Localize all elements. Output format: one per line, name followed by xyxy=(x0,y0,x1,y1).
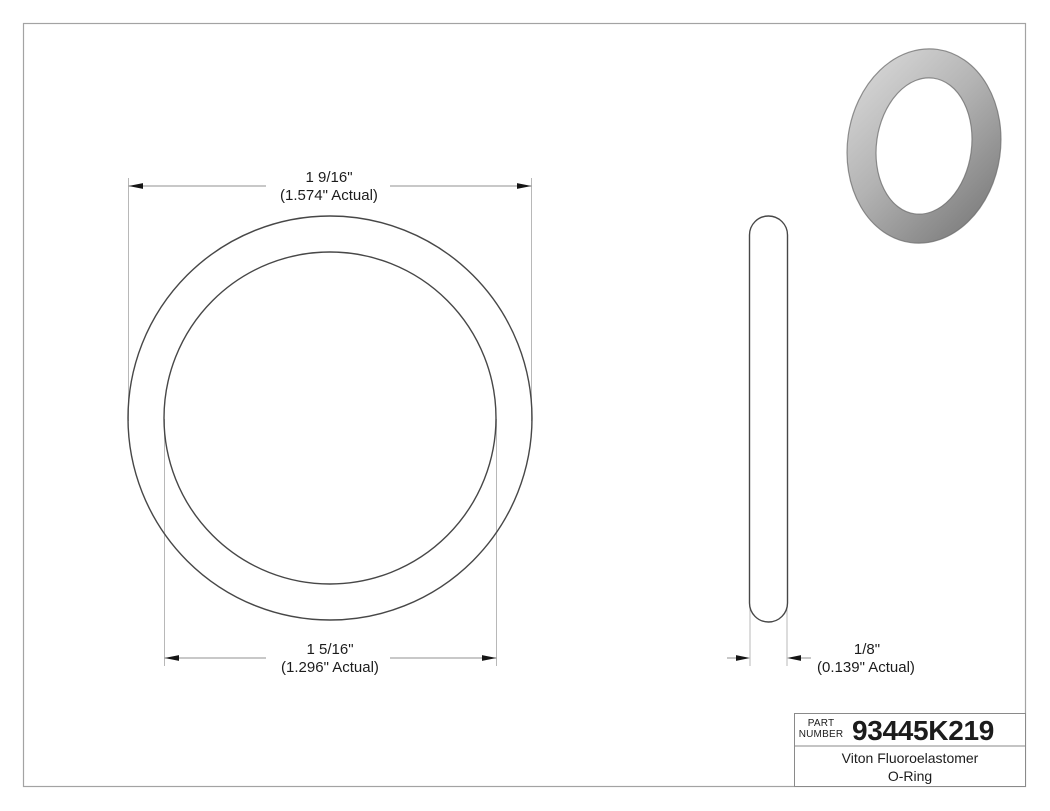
cross-section-dimension xyxy=(727,641,915,676)
outer-diameter-dimension xyxy=(129,169,532,204)
outer-diameter-actual: (1.574" Actual) xyxy=(280,187,378,204)
o-ring-torus xyxy=(851,55,997,237)
material-description: Viton Fluoroelastomer xyxy=(841,750,979,766)
cross-section-actual: (0.139" Actual) xyxy=(817,659,915,676)
side-profile-capsule xyxy=(750,216,788,622)
arrowhead-left xyxy=(165,655,180,661)
outer-diameter-nominal: 1 9/16" xyxy=(305,169,353,186)
part-label-line1: PART xyxy=(807,718,835,729)
cross-section-nominal: 1/8" xyxy=(853,641,881,658)
product-description: O-Ring xyxy=(887,768,933,784)
title-block xyxy=(795,714,1026,787)
o-ring-3d-render xyxy=(835,39,1014,253)
arrowhead-right xyxy=(787,655,801,661)
part-label-line2: NUMBER xyxy=(798,729,844,740)
inner-diameter-dimension xyxy=(165,641,497,676)
arrowhead-left xyxy=(736,655,750,661)
arrowhead-left xyxy=(129,183,144,189)
part-number: 93445K219 xyxy=(851,715,995,746)
arrowhead-right xyxy=(517,183,532,189)
inner-circle xyxy=(164,252,496,584)
inner-diameter-actual: (1.296" Actual) xyxy=(281,659,379,676)
arrowhead-right xyxy=(482,655,497,661)
side-view xyxy=(750,216,788,666)
outer-circle xyxy=(128,216,532,620)
inner-diameter-nominal: 1 5/16" xyxy=(306,641,354,658)
front-view xyxy=(128,178,532,666)
